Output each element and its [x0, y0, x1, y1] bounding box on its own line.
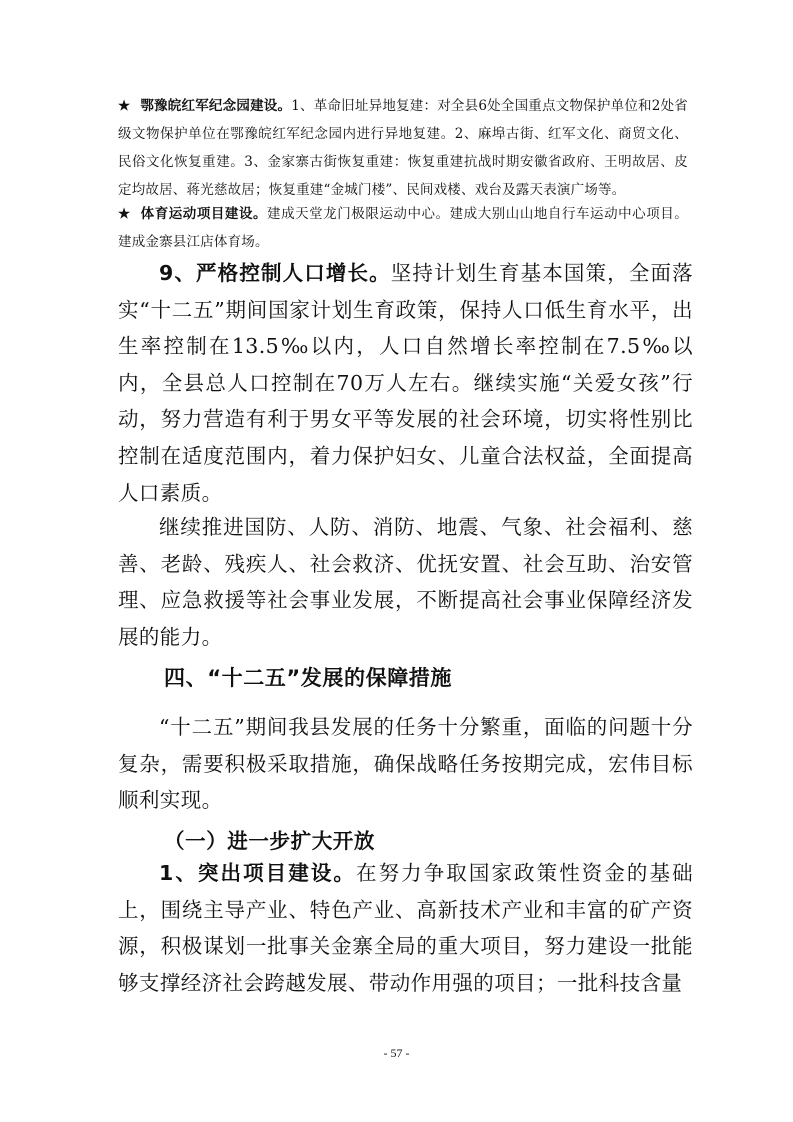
star-item-lead: 体育运动项目建设。: [140, 206, 268, 222]
paragraph-text: 在努力争取国家政策性资金的基础上，围绕主导产业、特色产业、高新技术产业和丰富的矿产资源，积极谋划一批事关金寨全局的重大项目，努力建设一批能够支撑经济社会跨越发展、带动作用强的项目；一批科技含量: [118, 861, 693, 995]
paragraph-social-affairs: 继续推进国防、人防、消防、地震、气象、社会福利、慈善、老龄、残疾人、社会救济、优抚安置、社会互助、治安管理、应急救援等社会事业发展，不断提高社会事业保障经济发展的能力。: [118, 515, 693, 649]
star-icon: ★: [118, 206, 131, 222]
paragraph-population-control: [118, 255, 693, 511]
paragraph-lead: 1、突出项目建设。: [159, 861, 356, 885]
paragraph-project-construction: [118, 855, 693, 1001]
paragraph-section-intro: “十二五”期间我县发展的任务十分繁重，面临的问题十分复杂，需要积极采取措施，确保战略任务按期完成，宏伟目标顺利实现。: [118, 715, 693, 813]
paragraph-lead: 9、严格控制人口增长。: [159, 261, 391, 285]
star-item-text: 建成天堂龙门极限运动中心。建成大别山山地自行车运动中心项目。建成金寨县江店体育场。: [118, 206, 688, 250]
star-item-sports-projects: [118, 200, 688, 256]
star-icon: ★: [118, 98, 131, 114]
sub-heading: （一）进一步扩大开放: [164, 829, 375, 853]
star-item-red-army-memorial: [118, 92, 688, 204]
section-heading: 四、“十二五”发展的保障措施: [164, 666, 453, 690]
page-number: - 57 -: [383, 1046, 410, 1060]
star-item-lead: 鄂豫皖红军纪念园建设。: [140, 98, 292, 114]
paragraph-text: 坚持计划生育基本国策，全面落实“十二五”期间国家计划生育政策，保持人口低生育水平，出生率控制在13.5‰以内，人口自然增长率控制在7.5‰以内，全县总人口控制在70万人左右。继续实施“关爱女孩”行动，努力营造有利于男女平等发展的社会环境，切实将性别比控制在适度范围内，着力保护妇女、儿童合法权益，全面提高人口素质。: [118, 261, 693, 505]
star-item-text: 1、革命旧址异地复建：对全县6处全国重点文物保护单位和2处省级文物保护单位在鄂豫皖红军纪念园内进行异地复建。2、麻埠古街、红军文化、商贸文化、民俗文化恢复重建。3、金家寨古街恢复重建：恢复重建抗战时期安徽省政府、王明故居、皮定均故居、蒋光慈故居；恢复重建“金城门楼”、民间戏楼、戏台及露天表演广场等。: [118, 98, 688, 198]
